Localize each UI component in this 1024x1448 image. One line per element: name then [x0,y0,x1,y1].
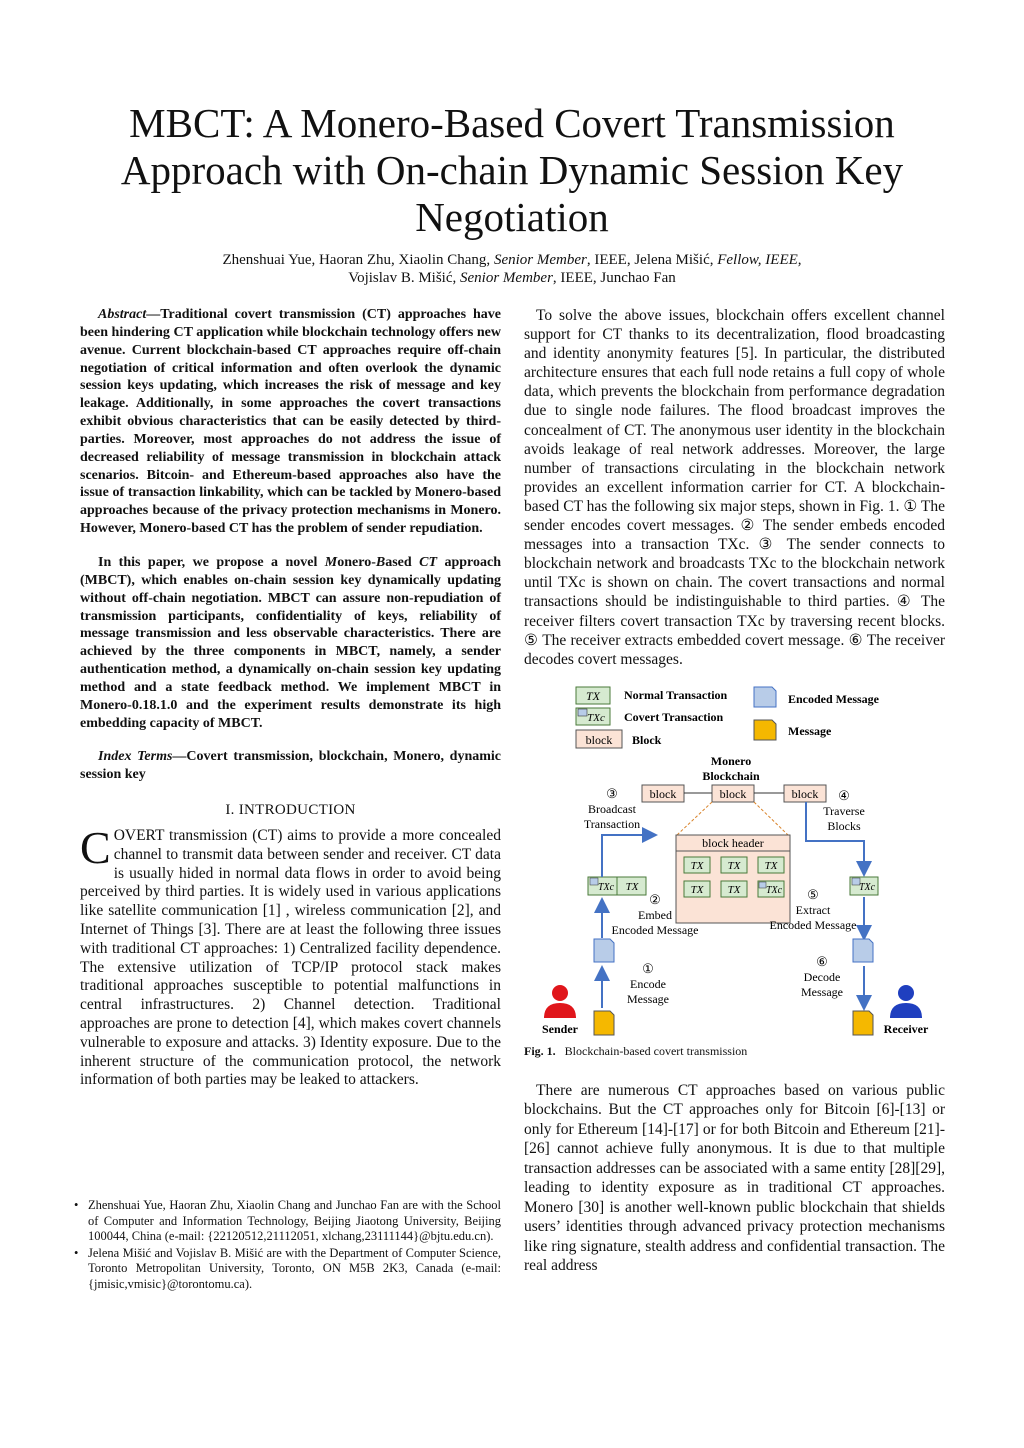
block-txc-doc-icon [759,882,766,888]
left-column [80,306,501,1090]
sender-txc-doc-icon [590,878,598,885]
monero-label: Monero [710,753,752,768]
chain-block-1-text: block [649,786,677,801]
receiver-body [890,1003,922,1018]
author-line-1 [80,251,944,269]
index-terms [80,748,501,784]
block-tx-4-text: TX [690,883,704,896]
author-line-2 [80,269,944,287]
blockchain-label: Blockchain [702,768,760,783]
legend-encoded-icon [754,687,776,707]
zoom-line-right [754,802,788,835]
index-terms-label: Index Terms [98,749,173,765]
intro-paragraph-2: To solve the above issues, blockchain offers excellent channel support for CT thanks to its decentralization, flood broadcasting and identity anonymity features [5]. In particular, the distributed architecture ensures that each full node retains a full copy of whole data, which prevents the blockchain from performance degradation due to single node failures. The flood broadcast improves the concealment of CT. The anonymous user identity in the blockchain avoids leakage of real network addresses. Moreover, the large number of transactions circulating in the blockchain network provides an excellent information carrier for CT. A blockchain-based CT has the following six major steps, shown in Fig. 1. ① The sender encodes covert messages. ② The sender embeds encoded messages into a transaction TXc. ③ The sender connects to blockchain network and broadcasts TXc to the blockchain network until TXc is shown on chain. The covert transactions and normal transactions should be indistinguishable to third parties. ④ The receiver filters covert transaction TXc by traversing recent blocks. ⑤ The receiver extracts embedded covert message. ⑥ The receiver decodes covert messages. [524,307,945,668]
legend-encoded-label: Encoded Message [788,691,879,706]
intro-text-1: OVERT transmission (CT) aims to provide a more concealed channel to transmit data between sender and receiver. CT data is usually hided in normal data flows in order to avoid being perceived by third parties. It is widely used in various applications like satellite communication [1] , wireless communication [2], and Internet of Things [3]. There are at least the following three issues with traditional CT approaches: 1) Centralized facility dependence. The extensive utilization of TCP/IP protocol stack makes traditional approaches susceptible to potential malfunctions in central infrastructures. 2) Channel detection. Traditional approaches are prone to detection [4], which makes covert channels vulnerable to exposure and attacks. 3) Identity exposure. Due to the inherent structure of the communication protocol, the network information of both parties may be leaked to attackers. [80,827,501,1089]
step6-number: ⑥ [816,953,828,969]
receiver-message-icon [853,1011,873,1035]
figure-1 [524,683,945,1038]
abstract-paragraph-2 [80,554,501,732]
section-heading-introduction: I. INTRODUCTION [225,802,356,819]
step2-label-a: Embed [638,907,672,922]
footnote-1: • Zhenshuai Yue, Haoran Zhu, Xiaolin Chang and Junchao Fan are with the School of Computer and Information Technology, Beijing Jiaotong University, Beijing 100044, China (e-mail: {22120512,21112051, xlchang,23111144}@bjtu.edu.cn). [80,1198,501,1245]
legend-txc-doc-icon [578,709,587,716]
receiver-head [898,985,914,1001]
step5-number: ⑤ [807,886,819,902]
author-role-1: Senior Member [493,252,587,268]
abstract-text-2a: In this paper, we propose a novel [98,554,325,570]
author-ieee-2: , IEEE, [757,252,802,268]
legend-message-label: Message [788,723,832,738]
sender-txc-text: TXc [597,881,615,893]
author-role-2: Fellow [717,252,758,268]
author-names-4: , IEEE, Junchao Fan [552,270,676,286]
footnotes [80,1198,501,1294]
sender-person-icon [544,985,576,1018]
abstract-text-2c: ased [385,554,420,570]
sender-head [552,985,568,1001]
step3-label-b: Transaction [583,816,641,831]
step2-label-b: Encoded Message [611,922,699,937]
block-tx-3-text: TX [764,859,778,872]
block-txc-text: TXc [765,884,783,896]
abstract-paragraph-1 [80,306,501,538]
block-tx-5-text: TX [727,883,741,896]
step4-label-a: Traverse [823,803,865,818]
receiver-label: Receiver [883,1021,929,1036]
chain-block-3-text: block [791,786,819,801]
right-column [524,306,945,1276]
abstract-text-2d: approach (MBCT), which enables on-chain session key dynamically updating without off-chain negotiation. MBCT can assure non-repudiation of transmission participants, confidentiality of keys, reliability of message transmission and less observable characteristics. There are achieved by the three components in MBCT, namely, a sender authentication method, a dynamically on-chain session key updating method and a state feedback method. We implement MBCT in Monero-0.18.1.0 and the experiment results demonstrate its high embedding capacity of MBCT. [80,554,501,731]
step1-label-b: Message [627,991,669,1006]
step5-label-b: Encoded Message [769,917,857,932]
step3-number: ③ [606,785,618,801]
step3-label-a: Broadcast [588,801,636,816]
paper-title: MBCT: A Monero-Based Covert Transmission Approach with On-chain Dynamic Session Key Negotiation [120,100,904,240]
sender-body [544,1003,576,1018]
figure-1-caption [524,1044,945,1059]
sender-message-icon [594,1011,614,1035]
dropcap: C [80,822,111,874]
receiver-person-icon [890,985,922,1018]
caption-text: Blockchain-based covert transmission [564,1043,748,1058]
step6-label-a: Decode [803,969,841,984]
caption-label: Fig. 1. [524,1043,556,1058]
abstract-em-m: M [324,554,338,570]
receiver-encoded-icon [853,939,873,962]
author-names-3: Vojislav B. Mišić, [348,270,461,286]
legend-block-label: Block [632,732,662,747]
zoom-line-left [677,802,712,835]
legend-block-text: block [585,732,613,747]
author-list [80,251,944,287]
block-tx-1-text: TX [690,859,704,872]
legend-message-icon [754,720,776,740]
abstract-label: Abstract [98,307,147,322]
legend [576,687,880,748]
sender-label: Sender [542,1021,578,1036]
step2-number: ② [649,891,661,907]
abstract-text-1: —Traditional covert transmission (CT) approaches have been hindering CT application while blockchain technology offers new avenue. Current blockchain-based CT approaches require off-chain negotiation of critical information and often overlook the dynamic session keys updating, which increases the risk of message and key leakage. Additionally, in some approaches the covert transactions exhibit obvious characteristics that can be easily detected by third-parties. Moreover, most approaches do not address the issue of decreased reliability of message transmission in blockchain attack scenarios. Bitcoin- and Ethereum-based approaches also have the issue of transaction linkability, which can be tackled by Monero-based approaches because of the privacy protection mechanisms in Monero. However, Monero-based CT has the problem of sender repudiation. [80,307,501,537]
block-tx-2-text: TX [727,859,741,872]
legend-covert-label: Covert Transaction [624,709,724,724]
intro-paragraph-3: There are numerous CT approaches based on various public blockchains. But the CT approaches only for Bitcoin [6]-[13] or only for Ethereum [14]-[17] or for both Bitcoin and Ethereum [21]-[26] cannot achieve fully anonymous. It is due to that multiple transaction addresses can be associated with a same entity [28][29], leading to identity exposure as in traditional CT approaches. Monero [30] is another well-known public blockchain that shields users’ identities through advanced privacy protection mechanisms like ring signature, stealth address and confidential transaction. The real address [524,1081,945,1275]
abstract-em-b: B [375,554,386,570]
sender-encoded-icon [594,939,614,962]
intro-paragraph-1 [80,822,501,1090]
author-names-1: Zhenshuai Yue, Haoran Zhu, Xiaolin Chang, [222,252,494,268]
step4-number: ④ [838,787,850,803]
abstract-text-2b: onero- [337,554,376,570]
arrow-broadcast [602,835,654,877]
author-names-2: , IEEE, Jelena Mišić, [586,252,718,268]
block-header-text: block header [702,835,764,850]
author-role-3: Senior Member [460,270,553,286]
legend-tx-text: TX [585,688,601,703]
footnote-2: • Jelena Mišić and Vojislav B. Mišić are with the Department of Computer Science, Toronto Metropolitan University, Toronto, ON M5B 2K3, Canada (e-mail: {jmisic,vmisic}@torontomu.ca). [80,1246,501,1293]
legend-txc-text: TXc [587,711,605,724]
step1-label-a: Encode [630,976,666,991]
step4-label-b: Blocks [827,818,861,833]
chain-block-2-text: block [719,786,747,801]
figure-1-diagram [524,683,945,1038]
step1-number: ① [642,960,654,976]
step5-label-a: Extract [795,902,831,917]
sender-tx-text: TX [625,880,639,893]
abstract-em-ct: CT [419,554,437,570]
step6-label-b: Message [801,984,843,999]
receiver-txc-text: TXc [858,881,876,893]
index-terms-text: —Covert transmission, blockchain, Monero, dynamic session key [80,749,501,783]
legend-normal-label: Normal Transaction [624,687,728,702]
